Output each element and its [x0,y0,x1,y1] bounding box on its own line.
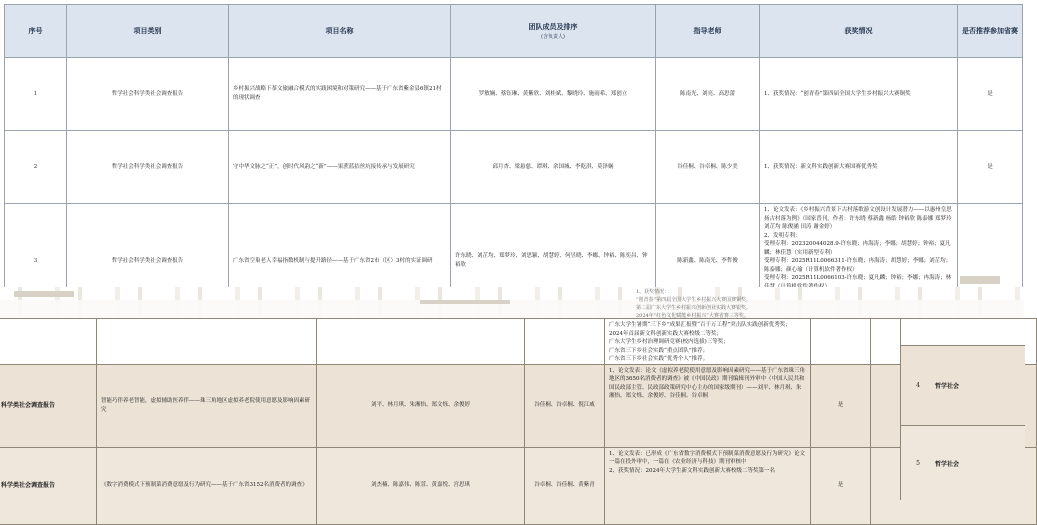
award-line: 1、论文发表：《乡村振兴背景下古村落歌游文创设计发展潜力——以惠州皇思扬古村落为例》（国家普刊，作者：许东晓 蔡新鑫 杨皓 钟裕欣 陈泰娜 郑梦玲 刘芷均 陈俊涵 田涛 谢金婷） [764,207,952,231]
award-line: 1、论文发表：论文《虚拟养老院使用意愿及影响因素研究——基于广东省珠三角地区的3650名消费者的调查》被《中国民政》期刊编辑刊外审中（中国人民共和国民政部主管、民政部政策研究中心主办的国家级期刊）——刘平、林月琪、朱湘怡、郑文烁、余俊婷、谷佳桐、谷卓桐 [609,367,806,400]
cell-recommend[interactable] [811,319,871,365]
cell-advisor[interactable]: 谷卓桐、谷佳桐、黄紫青 [525,447,605,524]
cell-no[interactable]: 2 [5,131,67,204]
project-table [4,4,1023,317]
stub-category[interactable]: 哲学社会 [935,383,960,390]
cell-advisor[interactable]: 陈新鑫、陈南光、李哲俊 [656,204,760,317]
cell-awards[interactable] [605,319,811,365]
stub-no[interactable]: 5 [916,459,920,467]
header-no[interactable]: 序号 [5,5,67,58]
table-row [0,319,1037,365]
cell-category[interactable] [0,319,97,365]
award-line: 受理专利：2025R11L0066103-许东晓；夏凡麟；钟裕；李娜；冉海涛；林 [764,275,952,282]
cell-category[interactable]: 科学类社会调查报告 [0,447,97,524]
cell-members[interactable]: 刘杰楠、陈嘉伟、陈萱、黄嘉悦、宫思琪 [317,447,525,524]
award-line: 受理专利：2025R11L0066311-许东晓；冉海涛；胡慧婷；李娜；刘芷均；陈泰娜；颜心瑜（计算机软件著作权） [764,258,952,273]
award-line: 广东大学生乡村治理调研竞赛(校内选拔)三等奖； [609,339,729,346]
award-line: 2024年首届新文科创新实践大赛校级二等奖； [609,330,722,337]
cell-recommend[interactable]: 是 [811,364,871,447]
cell-no[interactable]: 1 [5,58,67,131]
fragment-line: 2024年“红色文化赋能乡村振兴”大赛省赛三等奖。 [636,313,749,319]
cell-category[interactable]: 哲学社会科学类社会调查报告 [67,131,229,204]
header-members-sub: (含负责人) [541,34,565,40]
cell-recommend[interactable]: 是 [811,447,871,524]
cell-members[interactable]: 刘平、林月琪、朱湘怡、郑文烁、余俊婷 [317,364,525,447]
cell-advisor[interactable]: 谷佳桐、谷卓桐、陈少美 [656,131,760,204]
award-line: 2、发明专利： [764,232,801,239]
cell-members[interactable] [317,319,525,365]
cell-name[interactable] [97,319,317,365]
cell-members[interactable]: 罗敏娴、蔡钰琳、黄紫欣、刘桂斌、黎晓玲、施雨希、郑创立 [451,58,656,131]
glitch-block [420,300,510,304]
cell-recommend[interactable]: 是 [958,131,1023,204]
cell-name[interactable]: 乡村振兴战略下茶文旅融合模式的实践困境和对策研究——基于广东省紫金县6镇21村的现状调查 [229,58,451,131]
stub-row [901,318,1025,346]
award-line: 广东省三下乡社会实践“重点团队”推荐； [609,347,709,354]
cell-awards[interactable]: 1、获奖情况：新文科实践创新大赛国赛优秀奖 [760,131,958,204]
award-line: 广东大学生暑期“三下乡”成果汇报暨“百千万工程”突击队实践创新优秀奖； [609,322,791,328]
award-line: 2、获奖情况：2024年大学生新文科实践创新大赛校级二等奖第一名 [609,467,775,474]
cell-members[interactable]: 许东晓、刘芷均、郑梦玲、刘思颖、胡慧婷、何昱晓、李娜、钟裕、陈奕昌、钟裕欣 [451,204,656,317]
cell-awards[interactable]: 1、获奖情况：“创青春”第四届全国大学生乡村振兴大赛铜奖 [760,58,958,131]
award-line: 1、论文发表：已形成《广东省数字消费模式下预制菜消费意愿及行为研究》论文一篇在投外审中，一篇在《农业经济与科技》期刊审核中 [609,450,806,466]
table-row [5,131,1023,204]
cell-advisor[interactable]: 陈南光、刘亮、高思蕾 [656,58,760,131]
table-row [0,447,1037,524]
cell-advisor[interactable] [525,319,605,365]
upper-table-region [4,4,1022,286]
project-table-continued [0,318,1037,525]
rendering-artifact-band [0,300,1024,320]
fragment-line: 第二届广东大学生乡村振兴创新创业实践大赛银奖。 [636,305,752,311]
cell-category[interactable]: 哲学社会科学类社会调查报告 [67,58,229,131]
cell-recommend[interactable]: 是 [958,58,1023,131]
cell-name[interactable]: 《数字消费模式下预制菜消费意愿及行为研究——基于广东省3152名消费者的调查》 [97,447,317,524]
header-category[interactable]: 项目类别 [67,5,229,58]
cell-name[interactable]: 广东省空巢老人幸福指数机制与提升路径——基于广东省2市（区）3村的实证调研 [229,204,451,317]
stub-row [901,346,1025,426]
lower-table-region [0,318,1036,500]
fragment-line: “创青春”第四届全国大学生乡村振兴大赛国赛铜奖。 [636,297,752,303]
cell-advisor[interactable]: 谷佳桐、谷卓桐、倪江威 [525,364,605,447]
header-awards[interactable]: 获奖情况 [760,5,958,58]
cell-no[interactable]: 3 [5,204,67,317]
overlay-fragment-text [636,288,751,320]
cell-name[interactable]: 守中华文脉之“正”，创时代风韵之“新”——果蔗蓝拮丝坑接传承与发展研究 [229,131,451,204]
header-name[interactable]: 项目名称 [229,5,451,58]
award-line: 广东省三下乡社会实践“优秀个人”推荐。 [609,356,709,363]
cell-category[interactable]: 哲学社会科学类社会调查报告 [67,204,229,317]
header-advisor[interactable]: 指导老师 [656,5,760,58]
header-row [5,5,1023,58]
header-recommend[interactable]: 是否推荐参加省赛 [958,5,1023,58]
cell-category[interactable]: 科学类社会调查报告 [0,364,97,447]
glitch-block [960,276,1000,284]
stub-row [901,426,1025,500]
award-line: 受理专利：202320044028.9-许东晓；冉海涛；李娜；胡慧婷；钟裕；夏凡麟；林佳慧（实用新型专利） [764,241,951,256]
fragment-line: 1、获奖情况： [636,289,670,295]
right-stub-columns [900,318,1025,500]
cell-members[interactable]: 邱月杏、梁悬慈、谭琪、余国城、李乾淇、莫泽娴 [451,131,656,204]
cell-awards[interactable] [605,447,811,524]
glitch-block [14,291,74,297]
header-members-label: 团队成员及排序 [528,23,578,31]
table-row [5,58,1023,131]
header-members[interactable] [451,5,656,58]
cell-awards[interactable] [605,364,811,447]
stub-no[interactable]: 4 [916,382,920,389]
table-row [0,364,1037,447]
stub-category[interactable]: 哲学社会 [935,460,960,468]
cell-name[interactable]: 智能巧伴养老智能，虚拟辅助医养伴——珠三角地区虚拟养老院使用意愿及影响因素研究 [97,364,317,447]
